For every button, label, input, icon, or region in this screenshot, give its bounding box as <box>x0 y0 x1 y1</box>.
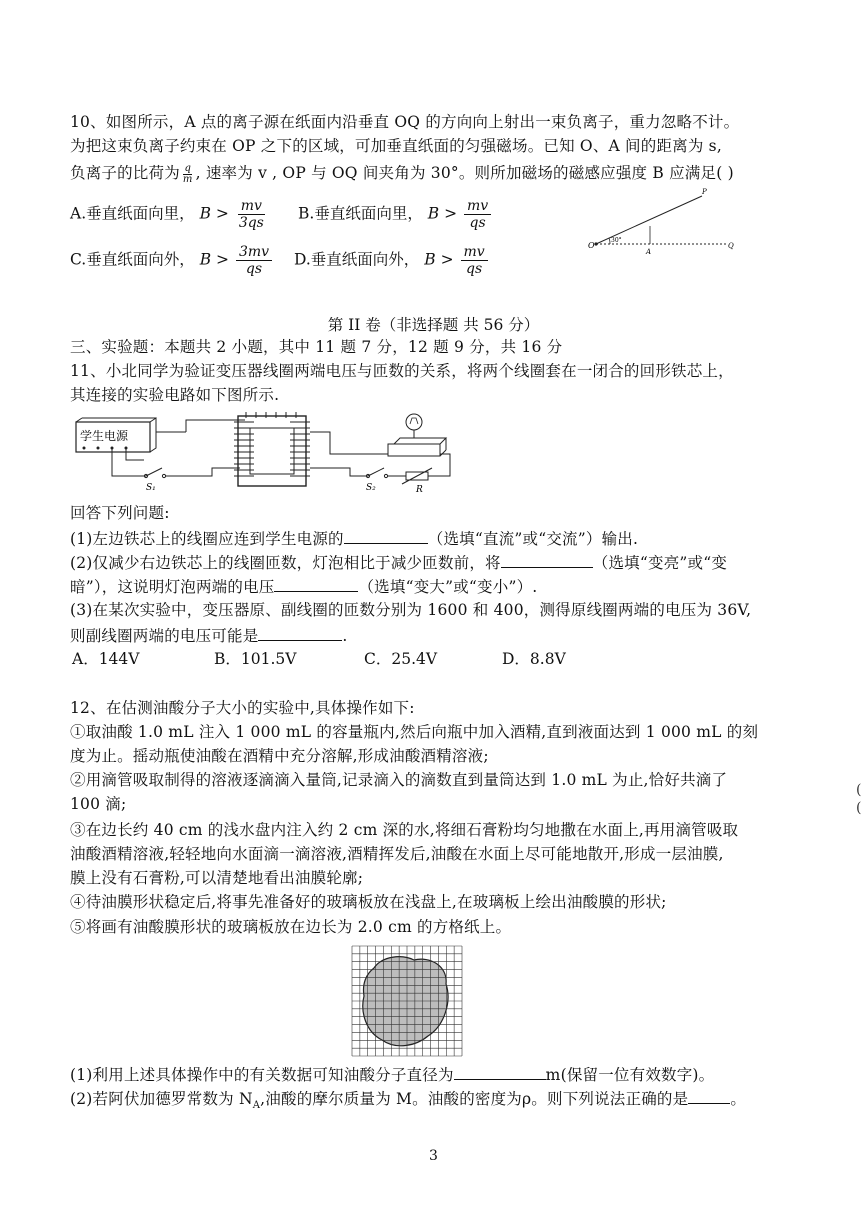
frac-den: qs <box>245 261 263 277</box>
charge-mass-ratio <box>182 164 194 185</box>
switch-s1-label: S₁ <box>146 483 156 493</box>
q12-line-1: 12、在估测油酸分子大小的实验中,具体操作如下: <box>70 699 415 717</box>
experiment-heading: 三、实验题：本题共 2 小题，其中 11 题 7 分，12 题 9 分，共 16 分 <box>70 338 563 356</box>
frac-num: mv <box>461 244 488 261</box>
sub-1-post: m(保留一位有效数字)。 <box>545 1066 715 1084</box>
part-1-post: （选填“直流”或“交流”）输出. <box>427 530 639 548</box>
q10-option-b <box>298 198 493 231</box>
part-2b-pre: 暗”），这说明灯泡两端的电压 <box>70 578 275 596</box>
q12-sub-2 <box>70 1087 746 1116</box>
q11-option-d: D．8.8V <box>502 650 566 668</box>
q10-line-3 <box>70 160 734 186</box>
option-b-label: B.垂直纸面向里， <box>298 204 423 223</box>
option-d-ineq: B > <box>424 250 454 269</box>
section-title: 第 II 卷（非选择题 共 56 分） <box>327 316 540 334</box>
point-o <box>594 242 597 245</box>
rheostat-r <box>388 454 450 495</box>
q11-part-2b <box>70 575 537 597</box>
answer-blank-4[interactable] <box>258 624 342 641</box>
option-b-frac <box>464 198 491 231</box>
answer-blank-3[interactable] <box>274 575 358 592</box>
part-3-pre: 则副线圈两端的电压可能是 <box>70 627 259 645</box>
q11-part-3-line-1: (3)在某次实验中，变压器原、副线圈的匝数分别为 1600 和 400，测得原线圈两端的电压为 36V, <box>70 601 752 619</box>
frac-den: qs <box>469 215 486 231</box>
wire-s1-coil <box>166 468 240 476</box>
angle-arc <box>609 238 610 244</box>
q11-part-3-line-2 <box>70 624 348 646</box>
q11-answer-intro: 回答下列问题: <box>70 504 170 522</box>
page-number: 3 <box>429 1148 438 1164</box>
answer-blank-2[interactable] <box>501 551 593 568</box>
q11-option-c: C．25.4V <box>364 650 438 668</box>
edge-mark: ( <box>856 782 862 798</box>
label-angle: 30° <box>611 237 622 244</box>
q12-sub-1 <box>70 1063 714 1085</box>
q12-step-2b: 100 滴; <box>70 795 127 813</box>
wire-right-top <box>310 432 390 454</box>
switch-s2 <box>366 468 388 493</box>
q11-part-1 <box>70 527 638 549</box>
answer-blank-1[interactable] <box>344 527 428 544</box>
part-2b-post: （选填“变大”或“变小”）. <box>358 578 538 596</box>
answer-blank-choice[interactable] <box>688 1087 730 1104</box>
option-c-label: C.垂直纸面向外， <box>70 250 195 269</box>
oil-film-grid <box>352 946 462 1056</box>
option-a-frac <box>236 198 267 231</box>
power-supply <box>76 418 156 452</box>
lamp <box>388 414 446 456</box>
sub-2-pre: (2)若阿伏加德罗常数为 N <box>70 1090 253 1108</box>
q10-line-2: 为把这束负离子约束在 OP 之下的区域，可加垂直纸面的匀强磁场。已知 O、A 间的距离为 s, <box>70 137 722 155</box>
sub-2-mid: ,油酸的摩尔质量为 M。油酸的密度为ρ。则下列说法正确的是 <box>260 1090 689 1108</box>
q11-line-1: 11、小北同学为验证变压器线圈两端电压与匝数的关系，将两个线圈套在一闭合的回形铁芯上， <box>70 362 734 380</box>
q11-line-2: 其连接的实验电路如下图所示. <box>70 386 280 404</box>
q12-step-4: ④待油膜形状稳定后,将事先准备好的玻璃板放在浅盘上,在玻璃板上绘出油酸膜的形状; <box>70 893 667 911</box>
q10-option-a <box>70 198 269 231</box>
circuit-diagram <box>70 410 460 494</box>
option-c-frac <box>236 244 272 277</box>
sub-1-pre: (1)利用上述具体操作中的有关数据可知油酸分子直径为 <box>70 1066 454 1084</box>
part-1-pre: (1)左边铁芯上的线圈应连到学生电源的 <box>70 530 344 548</box>
q10-figure <box>588 188 748 258</box>
q10-option-c <box>70 244 274 277</box>
q12-step-3a: ③在边长约 40 cm 的浅水盘内注入约 2 cm 深的水,将细石膏粉均匀地撒在水面上,再用滴管吸取 <box>70 821 739 839</box>
rheostat-r-label: R <box>416 485 423 495</box>
frac-den: qs <box>466 261 483 277</box>
q12-step-1a: ①取油酸 1.0 mL 注入 1 000 mL 的容量瓶内,然后向瓶中加入酒精,直到液面达到 1 000 mL 的刻 <box>70 723 759 741</box>
transformer <box>234 412 310 486</box>
q10-line-3-post: , 速率为 v , OP 与 OQ 间夹角为 30°。则所加磁场的磁感应强度 B 应满足( ) <box>195 164 734 182</box>
frac-num: mv <box>464 198 491 215</box>
option-a-label: A.垂直纸面向里， <box>70 204 195 223</box>
q10-line-3-pre: 负离子的比荷为 <box>70 164 180 182</box>
frac-num: q <box>184 162 192 174</box>
part-2-pre: (2)仅减少右边铁芯上的线圈匝数，灯泡相比于减少匝数前，将 <box>70 554 501 572</box>
option-d-label: D.垂直纸面向外， <box>294 250 420 269</box>
power-supply-label: 学生电源 <box>80 429 129 443</box>
frac-num: mv <box>238 198 265 215</box>
label-o: O <box>588 241 595 250</box>
sub-2-post: 。 <box>730 1090 747 1108</box>
frac-den: 3qs <box>238 215 264 231</box>
edge-mark: ( <box>856 800 862 816</box>
q12-step-5: ⑤将画有油酸膜形状的玻璃板放在边长为 2.0 cm 的方格纸上。 <box>70 918 512 936</box>
q11-option-b: B．101.5V <box>214 650 297 668</box>
option-d-frac <box>461 244 488 277</box>
sub-2-subscript: A <box>252 1100 261 1112</box>
q12-step-2a: ②用滴管吸取制得的溶液逐滴滴入量筒,记录滴入的滴数直到量筒达到 1.0 mL 为止,恰好共滴了 <box>70 771 728 789</box>
q12-step-3c: 膜上没有石膏粉,可以清楚地看出油膜轮廓; <box>70 869 364 887</box>
wire-right-bottom <box>310 468 368 476</box>
q12-step-1b: 度为止。摇动瓶使油酸在酒精中充分溶解,形成油酸酒精溶液; <box>70 747 489 765</box>
q10-option-d <box>294 244 490 277</box>
q12-step-3b: 油酸酒精溶液,轻轻地向水面滴一滴溶液,酒精挥发后,油酸在水面上尽可能地散开,形成一层油膜, <box>70 845 724 863</box>
switch-s2-label: S₂ <box>366 483 376 493</box>
answer-blank-diameter[interactable] <box>454 1063 546 1080</box>
frac-num: 3mv <box>236 244 272 261</box>
label-p: P <box>702 188 707 196</box>
part-2-post: （选填“变亮”或“变 <box>592 554 728 572</box>
frac-den: m <box>182 173 193 185</box>
option-b-ineq: B > <box>427 204 458 223</box>
option-a-ineq: B > <box>199 204 229 223</box>
option-c-ineq: B > <box>199 250 229 269</box>
label-a: A <box>646 248 652 256</box>
part-3-post: . <box>342 627 348 645</box>
q10-line-1: 10、如图所示，A 点的离子源在纸面内沿垂直 OQ 的方向向上射出一束负离子，重力忽略不计。 <box>70 113 740 131</box>
q11-part-2 <box>70 551 727 573</box>
q11-option-a: A．144V <box>72 650 140 668</box>
label-q: Q <box>728 242 734 250</box>
grid-lines <box>352 946 462 1056</box>
switch-s1 <box>144 468 165 493</box>
